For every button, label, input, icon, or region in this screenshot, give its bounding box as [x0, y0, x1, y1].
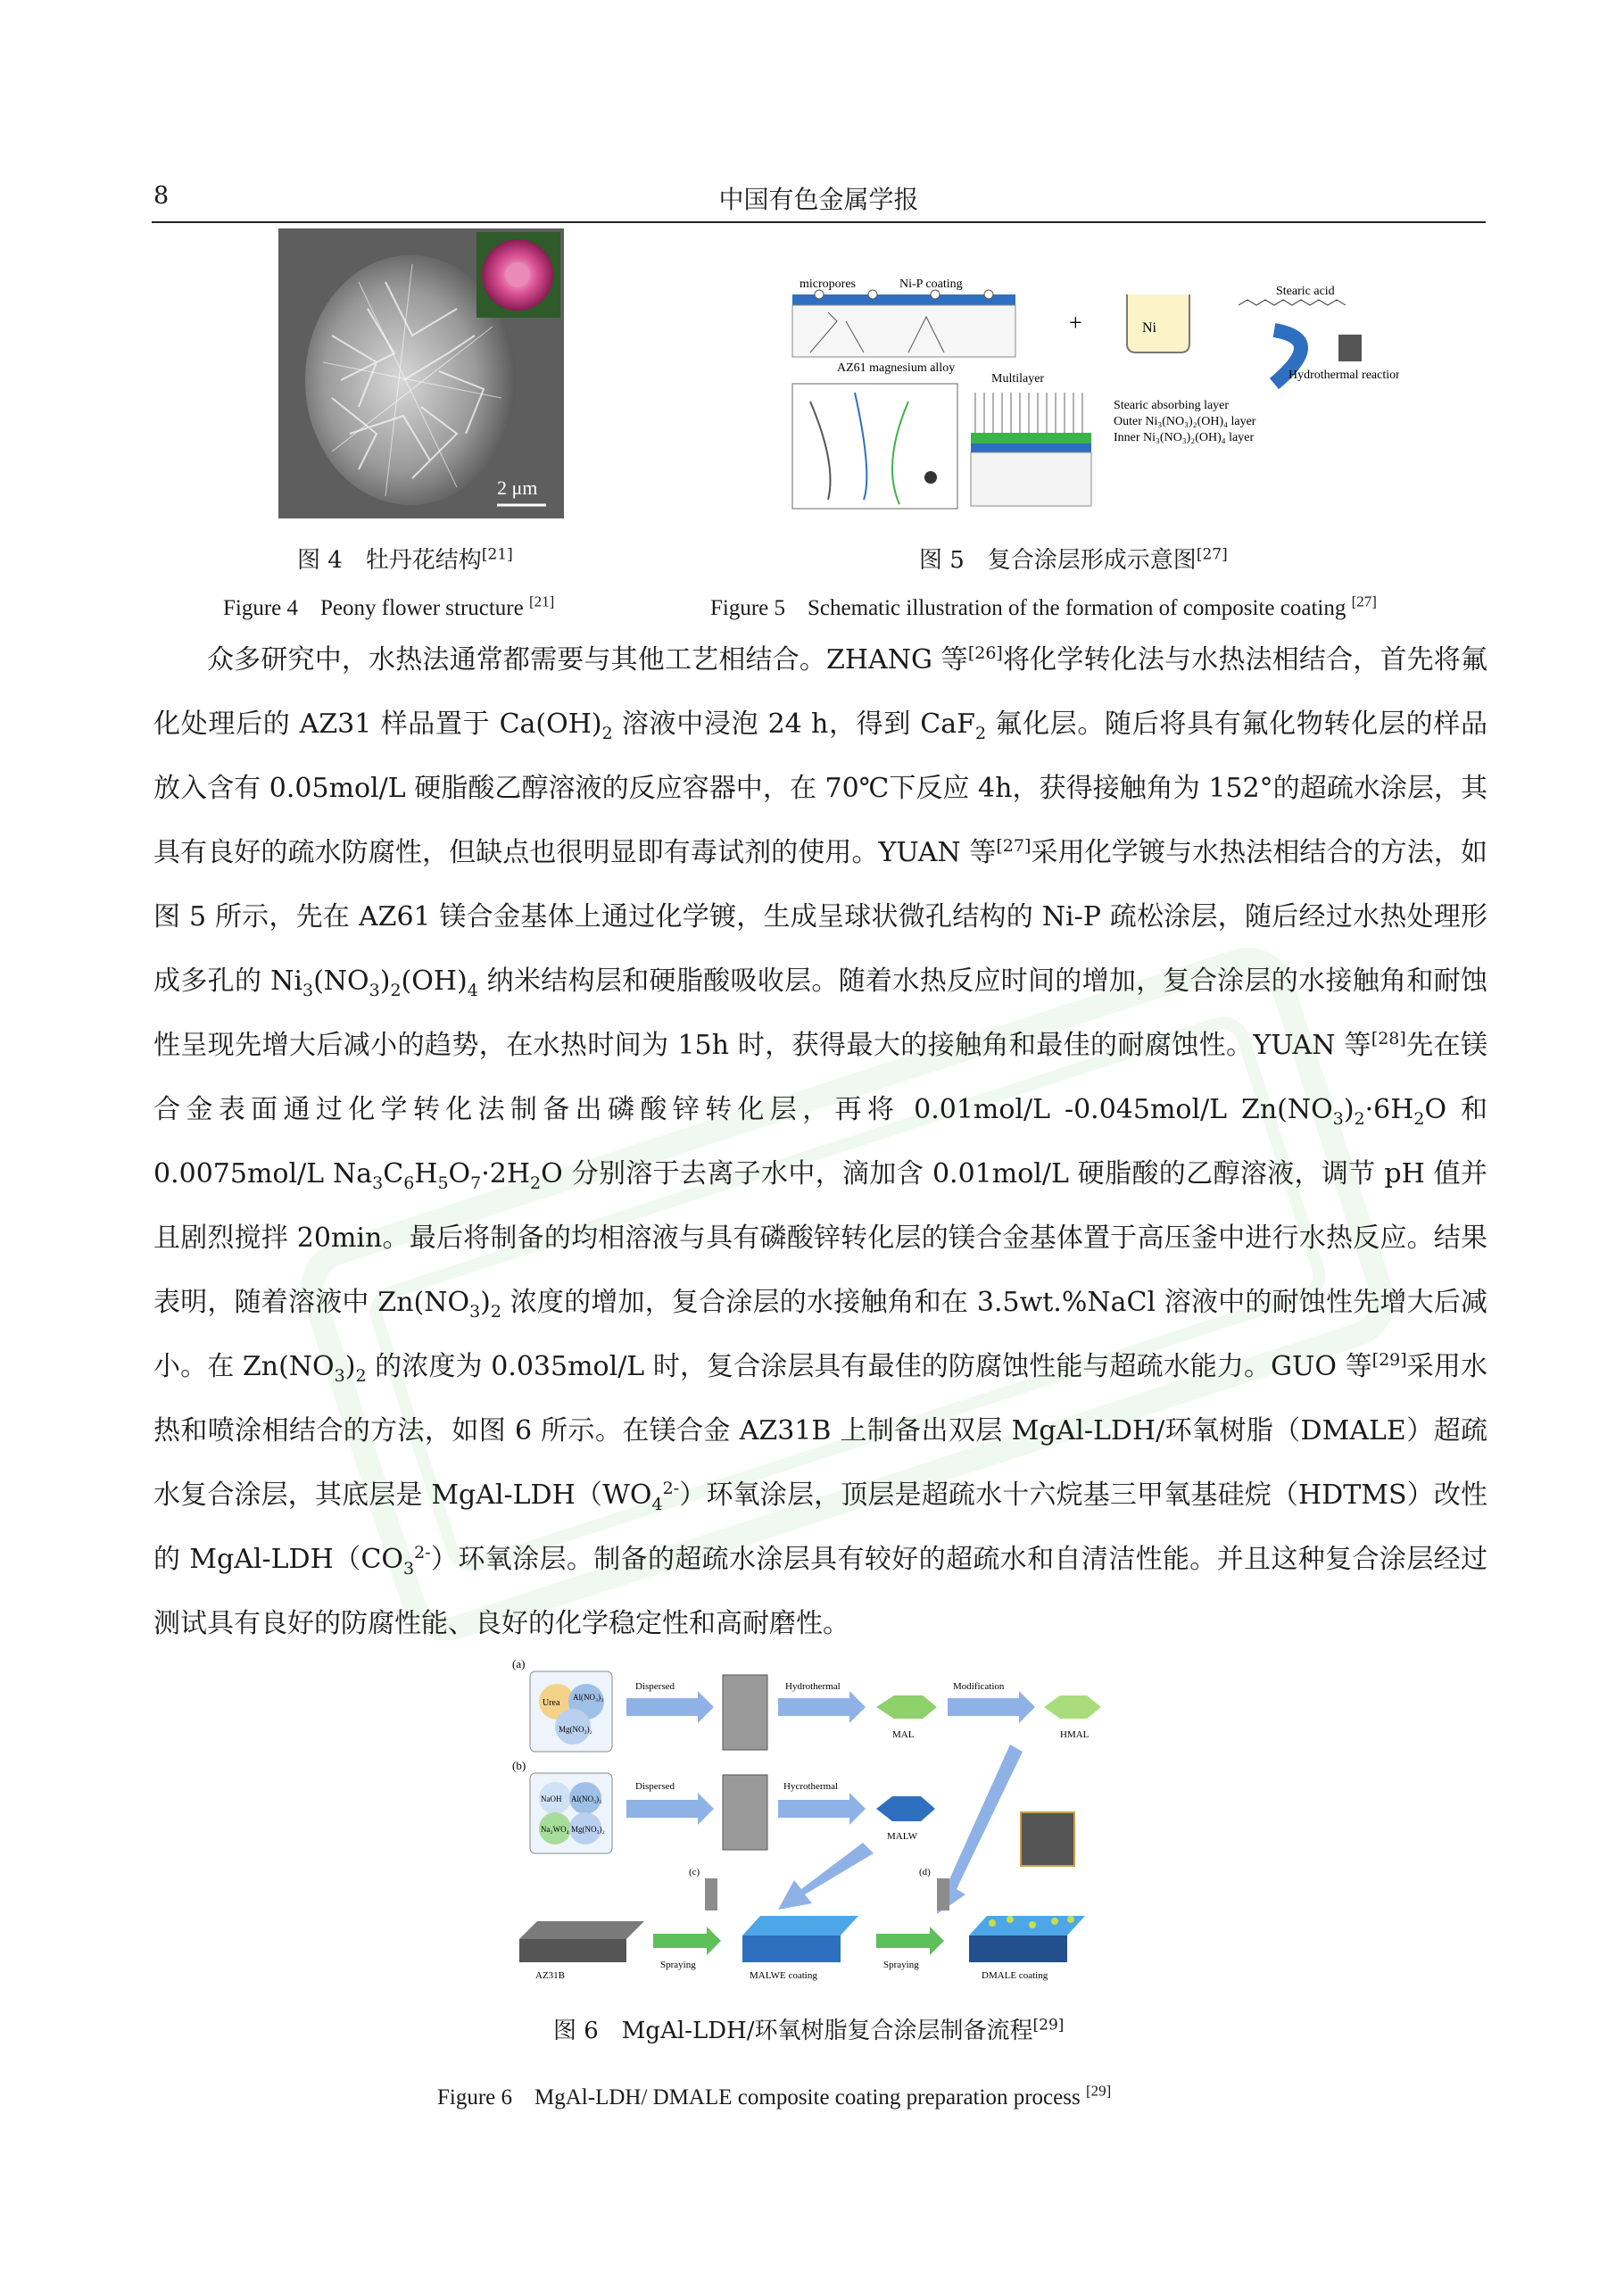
spray-gun-c-icon — [705, 1878, 717, 1911]
label-hydrothermal-a: Hydrothermal — [785, 1681, 841, 1692]
label-stearic-acid: Stearic acid — [1276, 285, 1335, 298]
arrow-hydrothermal-a — [778, 1691, 866, 1723]
label-nip-coating: Ni-P coating — [899, 278, 963, 291]
arrow-hydrothermal-b — [778, 1793, 866, 1825]
arrow-malw-to-coating — [778, 1843, 874, 1910]
plus-sign: + — [1069, 310, 1082, 336]
figure-4-caption-cn: 图 4 牡丹花结构[21] — [297, 545, 513, 574]
label-stearic-layer: Stearic absorbing layer — [1114, 399, 1230, 412]
label-az31b: AZ31B — [535, 1970, 565, 1981]
body-paragraph: 众多研究中，水热法通常都需要与其他工艺相结合。ZHANG 等[26]将化学转化法与水热法相结合，首先将氟化处理后的 AZ31 样品置于 $Ca(OH)_2$ 溶液中浸泡 24 h，得到 CaF$_2$ 氟化层。随后将具有氟化物转化层的样品放入含有 0.05mol/L 硬脂酸乙醇溶液的反应容器中，在 70℃下反应 4h，获得接触角为 152°的超疏水涂层，其具有良好的疏水防腐性，但缺点也很明显即有毒试剂的使用。YUAN 等[27]采用化学镀与水热法相结合的方法，如图 5 所示，先在 AZ61 镁合金基体上通过化学镀，生成呈球状微孔结构的 Ni-P 疏松涂层，随后经过水热处理形成多孔的 $Ni_3(NO_3)_2(OH)_4$ 纳米结构层和硬脂酸吸收层。随着水热反应时间的增加，复合涂层的水接触角和耐蚀性呈现先增大后减小的趋势，在水热时间为 15h 时，获得最大的接触角和最佳的耐腐蚀性。YUAN 等[28]先在镁合金表面通过化学转化法制备出磷酸锌转化层，再将 0.01mol/L -0.045mol/L $Zn(NO_3)_2\cdot 6H_2O$ 和 0.0075mol/L $Na_3C_6H_5O_7\cdot 2H_2O$ 分别溶于去离子水中，滴加含 0.01mol/L 硬脂酸的乙醇溶液，调节 pH 值并且剧烈搅拌 20min。最后将制备的均相溶液与具有磷酸锌转化层的镁合金基体置于高压釜中进行水热反应。结果表明，随着溶液中 $Zn(NO_3)_2$ 浓度的增加，复合涂层的水接触角和在 3.5wt.%NaCl 溶液中的耐蚀性先增大后减小。在 $Zn(NO_3)_2$ 的浓度为 0.035mol/L 时，复合涂层具有最佳的防腐蚀性能与超疏水能力。GUO 等[29]采用水热和喷涂相结合的方法，如图 6 所示。在镁合金 AZ31B 上制备出双层 MgAl-LDH/环氧树脂（DMALE）超疏水复合涂层，其底层是 MgAl-$LDH(WO_4^{2-})$环氧涂层，顶层是超疏水十六烷基三甲氧基硅烷（HDTMS）改性的 MgAl-$LDH(CO_3^{2-})$环氧涂层。制备的超疏水涂层具有较好的超疏水和自清洁性能。并且这种复合涂层经过测试具有良好的防腐性能、良好的化学稳定性和高耐磨性。 — [153, 643, 1488, 1639]
label-modification: Modification — [953, 1681, 1005, 1692]
label-az61: AZ61 magnesium alloy — [837, 361, 956, 375]
label-hydrothermal: Hydrothermal reaction — [1288, 369, 1399, 382]
label-mgno3-b: Mg(NO₃)₂ — [571, 1825, 605, 1834]
label-spraying-d: Spraying — [883, 1960, 919, 1970]
autoclave-icon — [1338, 335, 1362, 361]
label-urea: Urea — [543, 1698, 560, 1708]
figure-6-caption-en: Figure 6 MgAl-LDH/ DMALE composite coating preparation process [29] — [437, 2082, 1112, 2110]
sem-flower-image — [278, 228, 564, 518]
arrow-dispersed-a — [626, 1691, 714, 1723]
page-number: 8 — [153, 182, 170, 210]
polarization-plot — [792, 384, 957, 509]
label-dispersed-a: Dispersed — [635, 1681, 675, 1692]
mal-hexagon — [876, 1695, 937, 1719]
label-na2wo4: Na₂WO₄ — [541, 1825, 569, 1834]
label-alno3-b: Al(NO₃)₃ — [571, 1795, 602, 1803]
label-alno3-a: Al(NO₃)₃ — [573, 1693, 604, 1702]
arrow-spraying-d — [876, 1927, 944, 1955]
arrow-dispersed-b — [626, 1793, 714, 1825]
page-header — [152, 177, 1486, 223]
figure-6-caption-cn: 图 6 MgAl-LDH/环氧树脂复合涂层制备流程[29] — [553, 2016, 1065, 2044]
beaker-icon — [1127, 294, 1189, 352]
label-dispersed-b: Dispersed — [635, 1781, 675, 1792]
label-mgno3-a: Mg(NO₃)₂ — [559, 1725, 592, 1734]
label-naoh: NaOH — [541, 1795, 562, 1803]
label-hmal: HMAL — [1060, 1729, 1090, 1740]
dmale-coating-block — [969, 1935, 1067, 1962]
malwe-coating-block — [742, 1935, 841, 1962]
label-inner-layer: Inner Ni₃(NO₃)₂(OH)₄ layer — [1114, 431, 1255, 444]
label-dmale: DMALE coating — [982, 1970, 1048, 1981]
arrow-modification — [948, 1691, 1035, 1723]
label-b: (b) — [512, 1759, 526, 1772]
az61-substrate — [792, 305, 1015, 357]
figure-5-schematic — [775, 268, 1399, 522]
hmal-hexagon — [1044, 1695, 1101, 1719]
label-d: (d) — [919, 1867, 931, 1877]
figure-5-caption-cn: 图 5 复合涂层形成示意图[27] — [919, 545, 1228, 574]
label-micropores: micropores — [800, 278, 856, 291]
scale-label: 2 μm — [497, 477, 538, 499]
label-spraying-c: Spraying — [660, 1960, 696, 1970]
journal-title: 中国有色金属学报 — [718, 185, 919, 214]
label-mal: MAL — [892, 1729, 915, 1740]
malw-hexagon — [876, 1796, 935, 1821]
label-a: (a) — [512, 1657, 526, 1670]
az31b-block — [519, 1939, 626, 1962]
label-malwe: MALWE coating — [750, 1970, 817, 1981]
autoclave-b-icon — [723, 1775, 767, 1850]
figure-4-caption-en: Figure 4 Peony flower structure [21] — [223, 593, 555, 620]
autoclave-a-icon — [723, 1675, 767, 1750]
label-outer-layer: Outer Ni₃(NO₃)₂(OH)₄ layer — [1114, 415, 1256, 428]
label-c: (c) — [689, 1867, 700, 1877]
label-malw: MALW — [887, 1831, 918, 1842]
label-multilayer: Multilayer — [991, 372, 1045, 385]
arrow-hmal-to-coating — [937, 1745, 1023, 1914]
beaker-b-icon — [530, 1773, 612, 1853]
figure-6-process-diagram — [510, 1655, 1117, 1990]
nip-coating-layer — [792, 294, 1015, 305]
figure-4-sem-image — [278, 228, 564, 518]
label-ni: Ni — [1142, 320, 1156, 336]
arrow-spraying-c — [653, 1927, 721, 1955]
label-hydrothermal-b: Hycrothermal — [783, 1781, 839, 1792]
figure-5-caption-en: Figure 5 Schematic illustration of the formation of composite coating [27] — [710, 593, 1377, 620]
sem-inset — [1021, 1812, 1074, 1866]
spray-gun-d-icon — [937, 1878, 949, 1911]
